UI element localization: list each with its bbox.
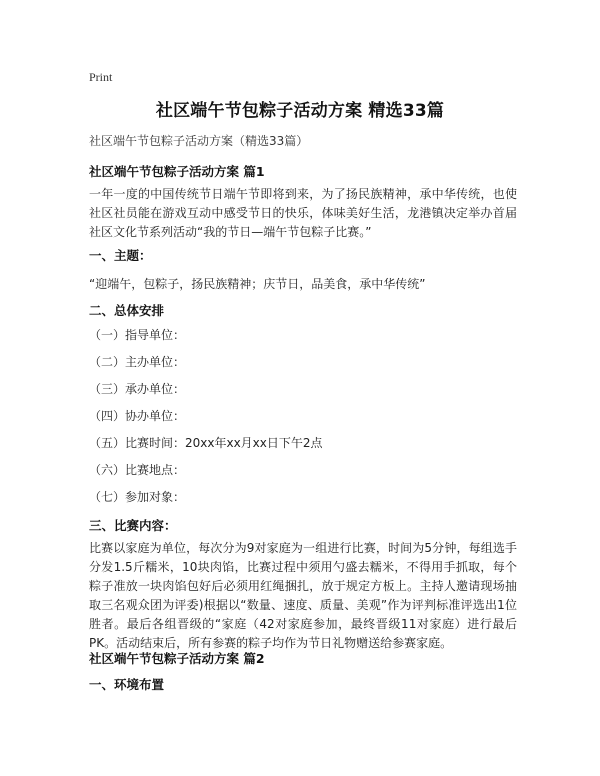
theme-text: “迎端午，包粽子，扬民族精神；庆节日，品美食，承中华传统” (89, 277, 426, 291)
section-1-title: 社区端午节包粽子活动方案 篇1 (89, 164, 265, 179)
arrangement-item: （四）协办单位： (89, 409, 186, 423)
intro-paragraph: 一年一度的中国传统节日端午节即将到来，为了扬民族精神，承中华传统，也使社区社员能在游戏互动中感受节日的快乐，体味美好生活，龙港镇决定举办首届社区文化节系列活动“我的节日—端午节包粽子比赛。” (89, 187, 517, 239)
environment-heading: 一、环境布置 (89, 677, 165, 692)
page-title: 社区端午节包粽子活动方案 精选33篇 (155, 101, 445, 121)
theme-heading: 一、主题： (89, 248, 152, 263)
print-link[interactable]: Print (89, 70, 113, 84)
arrangement-item: （一）指导单位： (89, 328, 186, 342)
arrangement-item: （二）主办单位： (89, 355, 186, 369)
content-paragraph: 比赛以家庭为单位，每次分为9对家庭为一组进行比赛，时间为5分钟，每组选手分发1.5斤糯米，10块肉馅，比赛过程中须用勺盛去糯米，不得用手抓取，每个粽子准放一块肉馅包好后必须用红绳捆扎，放于规定方板上。主持人邀请现场抽取三名观众团为评委)根据以“数量、速度、质量、美观”作为评判标准评选出1位胜者。最后各组晋级的“家庭（42对家庭参加，最终晋级11对家庭）进行最后PK。活动结束后，所有参赛的粽子均作为节日礼物赠送给参赛家庭。 (89, 541, 517, 650)
content-heading: 三、比赛内容： (89, 518, 177, 533)
arrangement-item: （三）承办单位： (89, 382, 186, 396)
arrangement-item: （六）比赛地点： (89, 463, 186, 477)
arrangement-item: （七）参加对象： (89, 490, 186, 504)
page-subtitle: 社区端午节包粽子活动方案（精选33篇） (89, 134, 309, 148)
section-2-title: 社区端午节包粽子活动方案 篇2 (89, 651, 265, 666)
arrangement-heading: 二、总体安排 (89, 303, 165, 318)
arrangement-item: （五）比赛时间：20xx年xx月xx日下午2点 (89, 436, 323, 450)
